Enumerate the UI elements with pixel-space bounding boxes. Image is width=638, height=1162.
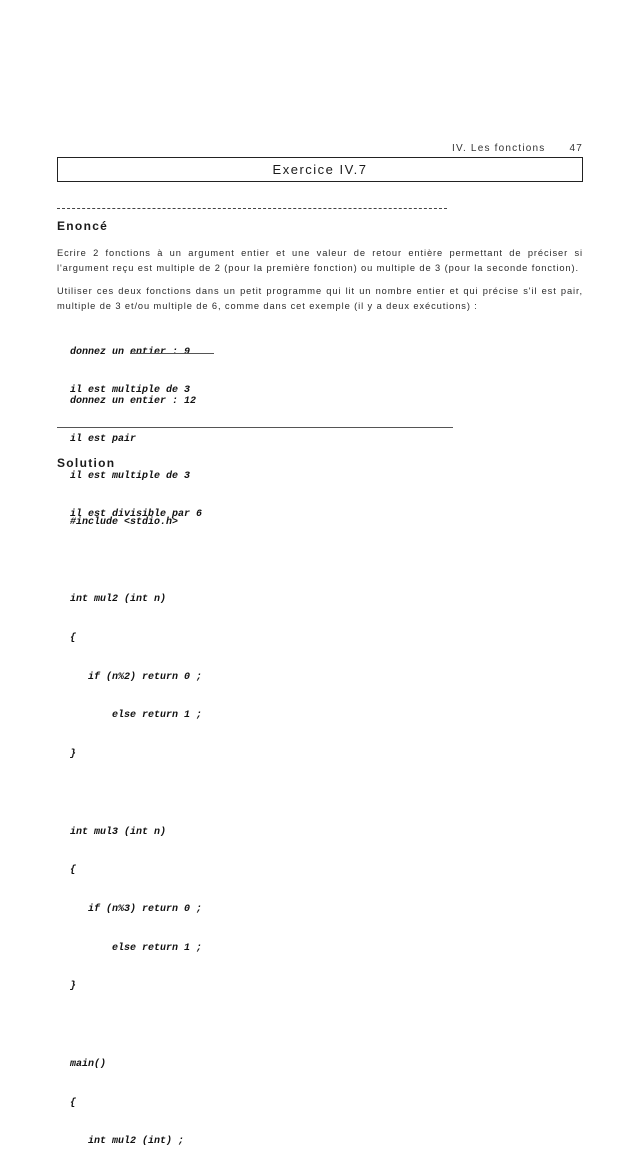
example-line: donnez un entier : 12 [70, 396, 197, 407]
chapter-title: IV. Les fonctions [452, 143, 546, 154]
code-line: { [70, 865, 77, 877]
running-header [452, 143, 583, 154]
solution-heading: Solution [57, 456, 116, 470]
code-line: else return 1 ; [70, 710, 203, 722]
enonce-heading: Enoncé [57, 219, 109, 233]
page-number: 47 [569, 143, 583, 154]
code-line [70, 556, 202, 569]
code-line: else return 1 ; [70, 942, 203, 954]
code-line: } [70, 981, 77, 993]
exercise-title: Exercice IV.7 [57, 157, 583, 182]
code-line: #include <stdio.h> [70, 516, 179, 528]
code-line: int mul3 (int n) [70, 826, 167, 838]
code-line: int mul2 (int) ; [70, 1136, 185, 1148]
code-line: } [70, 749, 77, 761]
code-line [70, 788, 202, 801]
code-line: { [70, 632, 77, 644]
code-line [70, 1020, 202, 1033]
code-line: main() [70, 1058, 107, 1070]
example-line: il est multiple de 3 [70, 384, 191, 396]
example-line: il est multiple de 3 [70, 471, 191, 482]
example-line: il est divisible par 6 [70, 508, 203, 520]
example-line: donnez un entier : 9 [70, 347, 191, 358]
code-line: int mul2 (int n) [70, 594, 167, 606]
code-line: { [70, 1097, 77, 1109]
execution-separator [130, 353, 214, 354]
enonce-end-rule [57, 427, 453, 428]
enonce-paragraph-1: Ecrire 2 fonctions à un argument entier et une valeur de retour entière permettant de préciser si l'argument reçu est multiple de 2 (pour la première fonction) ou multiple de 3 (pour la seconde fonction). [57, 248, 583, 273]
dashed-divider [57, 208, 447, 209]
example-line: il est pair [70, 433, 137, 445]
enonce-paragraph-2: Utiliser ces deux fonctions dans un petit programme qui lit un nombre entier et qui précise s'il est pair, multiple de 3 et/ou multiple de 6, comme dans cet exemple (il y a deux exécutions) : [57, 286, 583, 311]
solution-code [70, 491, 202, 1162]
code-line: if (n%3) return 0 ; [70, 904, 203, 915]
code-line: if (n%2) return 0 ; [70, 671, 203, 683]
